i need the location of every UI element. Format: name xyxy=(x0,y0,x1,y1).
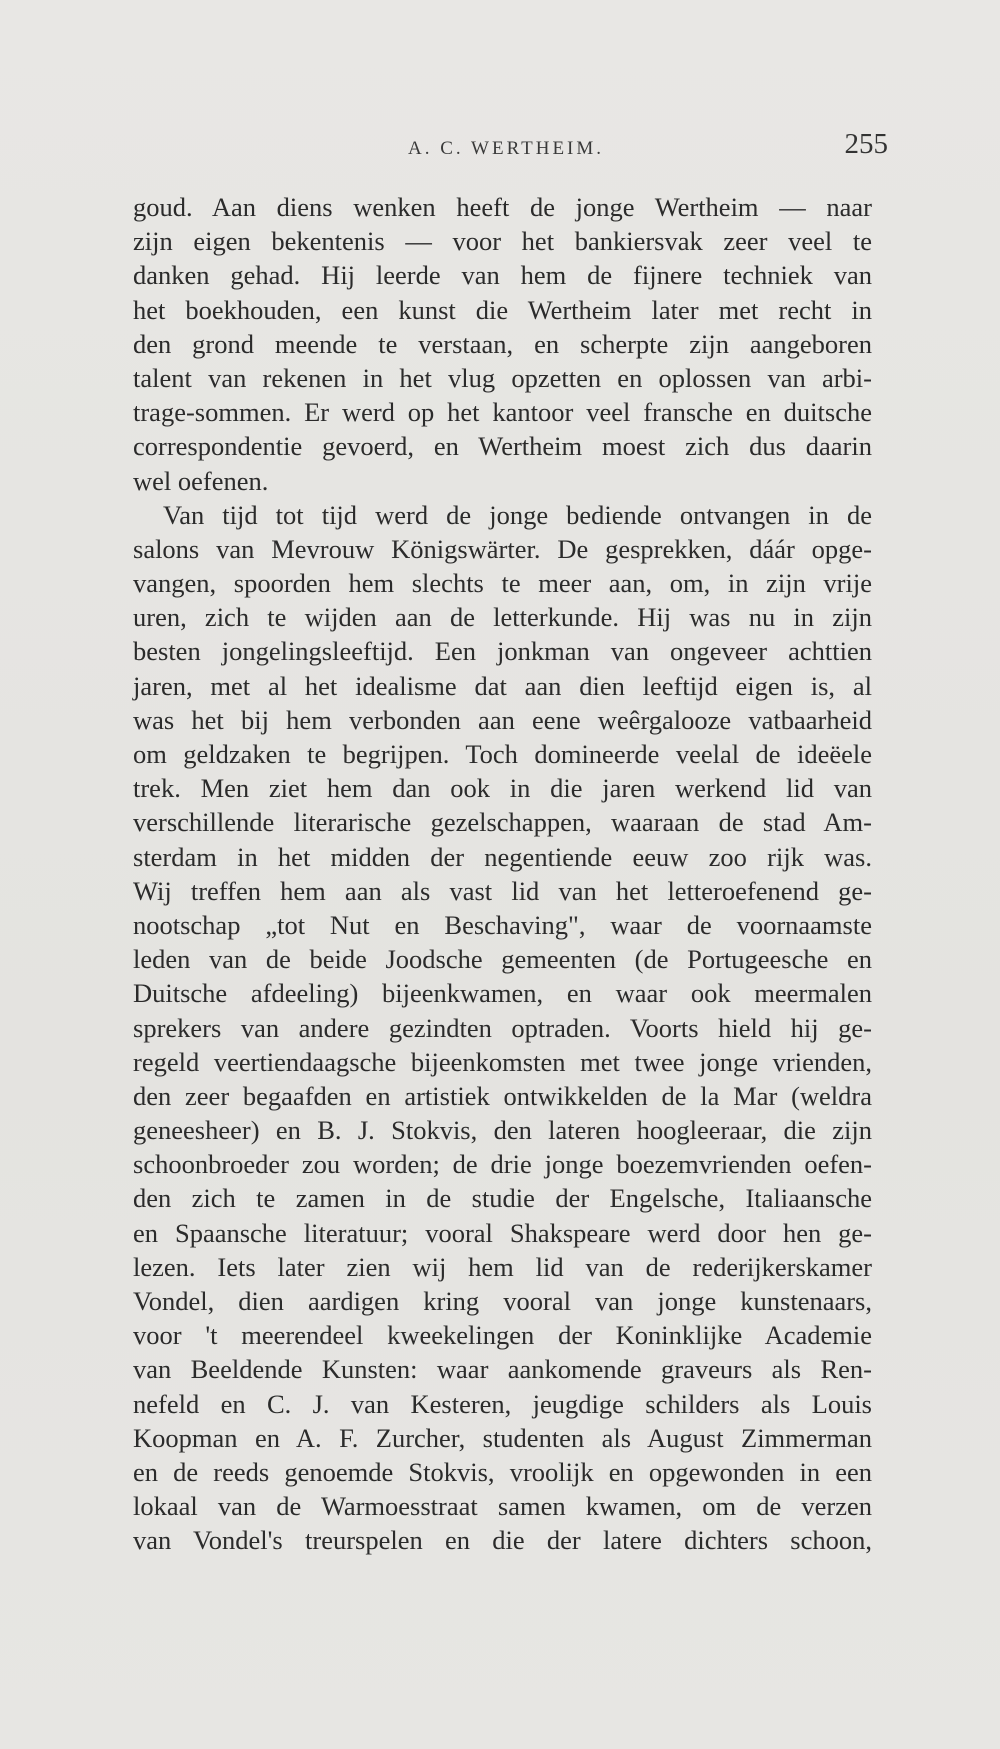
text-line: schoonbroeder zou worden; de drie jonge boezemvrienden oefen- xyxy=(133,1149,872,1180)
text-line: voor 't meerendeel kweekelingen der Koninklijke Academie xyxy=(133,1320,872,1351)
text-line: den zich te zamen in de studie der Engelsche, Italiaansche xyxy=(133,1183,872,1214)
text-line: om geldzaken te begrijpen. Toch domineerde veelal de ideëele xyxy=(133,739,872,769)
text-line: den grond meende te verstaan, en scherpte zijn aangeboren xyxy=(133,328,872,359)
text-line: sprekers van andere gezindten optraden. Voorts hield hij ge- xyxy=(133,1012,872,1043)
text-line: geneesheer) en B. J. Stokvis, den lateren hoogleeraar, die zijn xyxy=(133,1115,872,1146)
text-line: en Spaansche literatuur; vooral Shakspeare werd door hen ge- xyxy=(133,1217,872,1248)
text-line: en de reeds genoemde Stokvis, vroolijk en opgewonden in een xyxy=(133,1456,872,1487)
text-line: sterdam in het midden der negentiende eeuw zoo rijk was. xyxy=(133,841,872,872)
text-line: verschillende literarische gezelschappen, waaraan de stad Am- xyxy=(133,807,872,838)
text-line: was het bij hem verbonden aan eene weêrgalooze vatbaarheid xyxy=(133,704,872,735)
text-line: zijn eigen bekentenis — voor het bankiersvak zeer veel te xyxy=(133,226,872,257)
text-line: salons van Mevrouw Königswärter. De gesprekken, dáár opge- xyxy=(133,533,872,564)
text-line: correspondentie gevoerd, en Wertheim moest zich dus daarin xyxy=(133,431,872,462)
text-line: regeld veertiendaagsche bijeenkomsten met twee jonge vrienden, xyxy=(133,1046,872,1077)
text-line: Vondel, dien aardigen kring vooral van jonge kunstenaars, xyxy=(133,1286,872,1316)
text-line: van Beeldende Kunsten: waar aankomende graveurs als Ren- xyxy=(133,1354,872,1385)
text-line: nootschap „tot Nut en Beschaving", waar de voornaamste xyxy=(133,909,872,940)
text-line: talent van rekenen in het vlug opzetten en oplossen van arbi- xyxy=(133,362,872,393)
text-line: vangen, spoorden hem slechts te meer aan, om, in zijn vrije xyxy=(133,568,872,599)
text-line: het boekhouden, een kunst die Wertheim later met recht in xyxy=(133,294,872,325)
text-line: leden van de beide Joodsche gemeenten (de Portugeesche en xyxy=(133,944,872,975)
running-head xyxy=(133,128,888,168)
text-line: lezen. Iets later zien wij hem lid van de rederijkerskamer xyxy=(133,1251,872,1282)
page-number: 255 xyxy=(844,128,888,160)
text-line: Wij treffen hem aan als vast lid van het letteroefenend ge- xyxy=(133,875,872,906)
text-line: jaren, met al het idealisme dat aan dien leeftijd eigen is, al xyxy=(133,670,872,701)
text-line: Duitsche afdeeling) bijeenkwamen, en waar ook meermalen xyxy=(133,978,872,1009)
running-title: A. C. WERTHEIM. xyxy=(408,138,605,159)
text-line: trage-sommen. Er werd op het kantoor veel fransche en duitsche xyxy=(133,397,872,428)
text-line: trek. Men ziet hem dan ook in die jaren werkend lid van xyxy=(133,773,872,804)
paragraph-end-line: wel oefenen. xyxy=(133,465,269,496)
text-line: lokaal van de Warmoesstraat samen kwamen, om de verzen xyxy=(133,1491,872,1522)
text-line: nefeld en C. J. van Kesteren, jeugdige schilders als Louis xyxy=(133,1388,872,1419)
text-line: danken gehad. Hij leerde van hem de fijnere techniek van xyxy=(133,260,872,291)
text-line: goud. Aan diens wenken heeft de jonge Wertheim — naar xyxy=(133,192,872,222)
body-text xyxy=(133,190,872,1558)
paragraph-start-line: Van tijd tot tijd werd de jonge bediende ontvangen in de xyxy=(163,499,872,530)
text-line: uren, zich te wijden aan de letterkunde. Hij was nu in zijn xyxy=(133,602,872,633)
text-line: den zeer begaafden en artistiek ontwikkelden de la Mar (weldra xyxy=(133,1080,872,1111)
text-line: besten jongelingsleeftijd. Een jonkman van ongeveer achttien xyxy=(133,636,872,667)
text-line: Koopman en A. F. Zurcher, studenten als August Zimmerman xyxy=(133,1422,872,1453)
text-line: van Vondel's treurspelen en die der latere dichters schoon, xyxy=(133,1525,872,1556)
